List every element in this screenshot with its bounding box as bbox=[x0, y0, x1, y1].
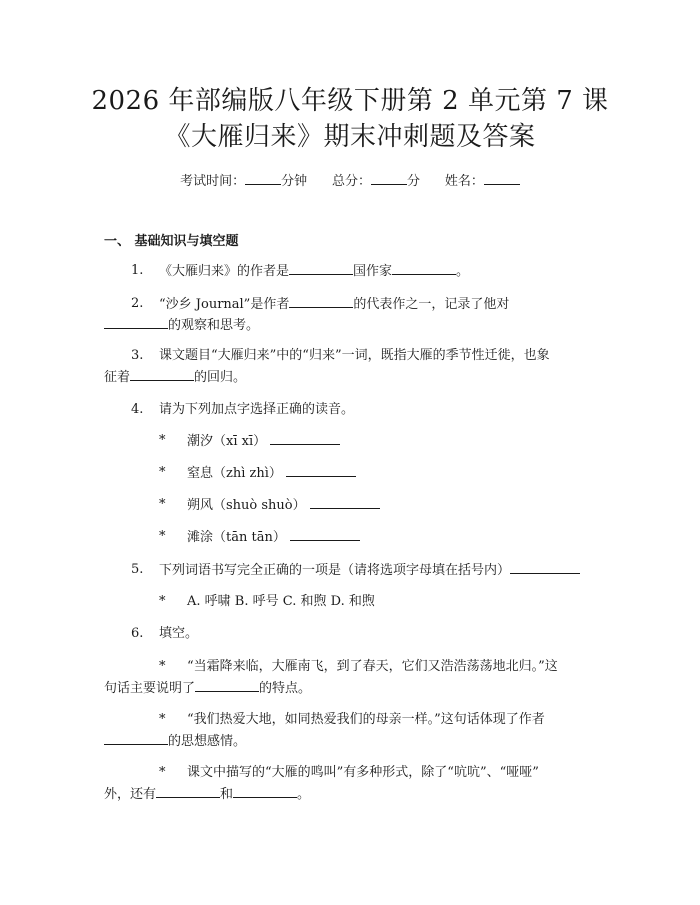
q1-number: 1. bbox=[131, 263, 144, 278]
q2-number: 2. bbox=[131, 296, 144, 311]
name-label: 姓名： bbox=[444, 174, 484, 189]
q4-item-3-blank[interactable] bbox=[310, 495, 380, 509]
q5-text bbox=[159, 560, 580, 581]
q4-item-4 bbox=[187, 527, 360, 548]
time-unit: 分钟 bbox=[281, 174, 308, 189]
time-blank[interactable] bbox=[245, 171, 281, 185]
time-label: 考试时间： bbox=[180, 174, 246, 189]
q1-part-c: 。 bbox=[456, 264, 470, 279]
q4-item-3-text: 朔风（shuò shuò） bbox=[187, 498, 306, 513]
q1-part-b: 国作家 bbox=[353, 264, 393, 279]
q6-s1-part-b: 句话主要说明了 bbox=[104, 681, 196, 696]
q5-options: A. 呼啸 B. 呼号 C. 和煦 D. 和煦 bbox=[187, 594, 375, 609]
exam-meta bbox=[0, 170, 700, 189]
q6-s1-part-c: 的特点。 bbox=[259, 681, 312, 696]
q4-item-1-blank[interactable] bbox=[270, 431, 340, 445]
q6-text: 填空。 bbox=[159, 626, 199, 641]
q3-text-line1: 课文题目“大雁归来”中的“归来”一词，既指大雁的季节性迁徙，也象 bbox=[159, 348, 550, 363]
q4-item-2-text: 窒息（zhì zhì） bbox=[187, 466, 282, 481]
q6-s3-part-d: 。 bbox=[297, 787, 311, 802]
bullet-icon: * bbox=[159, 712, 166, 727]
bullet-icon: * bbox=[159, 765, 166, 780]
q6-number: 6. bbox=[131, 626, 144, 641]
q1-part-a: 《大雁归来》的作者是 bbox=[159, 264, 290, 279]
q2-blank-1[interactable] bbox=[289, 294, 353, 308]
bullet-icon: * bbox=[159, 465, 166, 480]
q1-blank-2[interactable] bbox=[392, 261, 456, 275]
bullet-icon: * bbox=[159, 433, 166, 448]
q4-item-4-blank[interactable] bbox=[290, 527, 360, 541]
q4-item-2 bbox=[187, 463, 356, 484]
q3-part-c: 的回归。 bbox=[194, 370, 247, 385]
q1-text bbox=[159, 261, 469, 282]
q6-s3-part-c: 和 bbox=[220, 787, 234, 802]
q4-text: 请为下列加点字选择正确的读音。 bbox=[159, 402, 355, 417]
q2-part-b: 的代表作之一，记录了他对 bbox=[353, 297, 510, 312]
title-line-1: 2026 年部编版八年级下册第 2 单元第 7 课 bbox=[91, 86, 609, 116]
bullet-icon: * bbox=[159, 594, 166, 609]
q4-number: 4. bbox=[131, 402, 144, 417]
score-label: 总分： bbox=[331, 174, 371, 189]
bullet-icon: * bbox=[159, 497, 166, 512]
q4-item-3 bbox=[187, 495, 380, 516]
q4-item-1-text: 潮汐（xī xī） bbox=[187, 434, 267, 449]
q2-part-c: 的观察和思考。 bbox=[168, 318, 260, 333]
q6-s1-line1: “当霜降来临，大雁南飞，到了春天，它们又浩浩荡荡地北归。”这 bbox=[187, 659, 558, 674]
q6-s3-line2 bbox=[104, 784, 310, 805]
q6-s2-blank[interactable] bbox=[104, 731, 168, 745]
q3-text-line2 bbox=[104, 367, 246, 388]
q2-blank-2[interactable] bbox=[104, 315, 168, 329]
q6-s2-part-b: 的思想感情。 bbox=[168, 734, 247, 749]
q5-number: 5. bbox=[131, 562, 144, 577]
q2-text-line1 bbox=[159, 294, 509, 315]
q6-s3-blank-1[interactable] bbox=[156, 784, 220, 798]
section-heading: 一、 基础知识与填空题 bbox=[104, 234, 239, 249]
q1-blank-1[interactable] bbox=[289, 261, 353, 275]
q5-prompt: 下列词语书写完全正确的一项是（请将选项字母填在括号内） bbox=[159, 563, 511, 578]
q2-text-line2 bbox=[104, 315, 259, 336]
bullet-icon: * bbox=[159, 659, 166, 674]
bullet-icon: * bbox=[159, 529, 166, 544]
q3-number: 3. bbox=[131, 348, 144, 363]
q6-s3-part-b: 外，还有 bbox=[104, 787, 157, 802]
q6-s2-line1: “我们热爱大地，如同热爱我们的母亲一样。”这句话体现了作者 bbox=[187, 712, 545, 727]
q6-s1-blank[interactable] bbox=[195, 678, 259, 692]
q5-blank[interactable] bbox=[510, 560, 580, 574]
q4-item-2-blank[interactable] bbox=[286, 463, 356, 477]
q2-part-a: “沙乡 Journal”是作者 bbox=[159, 297, 290, 312]
q6-s3-blank-2[interactable] bbox=[233, 784, 297, 798]
name-blank[interactable] bbox=[484, 171, 520, 185]
q6-s3-line1: 课文中描写的“大雁的鸣叫”有多种形式，除了“吭吭”、“哑哑” bbox=[187, 765, 539, 780]
q6-s1-line2 bbox=[104, 678, 311, 699]
score-unit: 分 bbox=[407, 174, 421, 189]
q4-item-4-text: 滩涂（tān tān） bbox=[187, 530, 286, 545]
q6-s2-line2 bbox=[104, 731, 246, 752]
score-blank[interactable] bbox=[371, 171, 407, 185]
q3-part-b: 征着 bbox=[104, 370, 131, 385]
q4-item-1 bbox=[187, 431, 340, 452]
title-line-2: 《大雁归来》期末冲刺题及答案 bbox=[164, 122, 536, 152]
q3-blank[interactable] bbox=[130, 367, 194, 381]
